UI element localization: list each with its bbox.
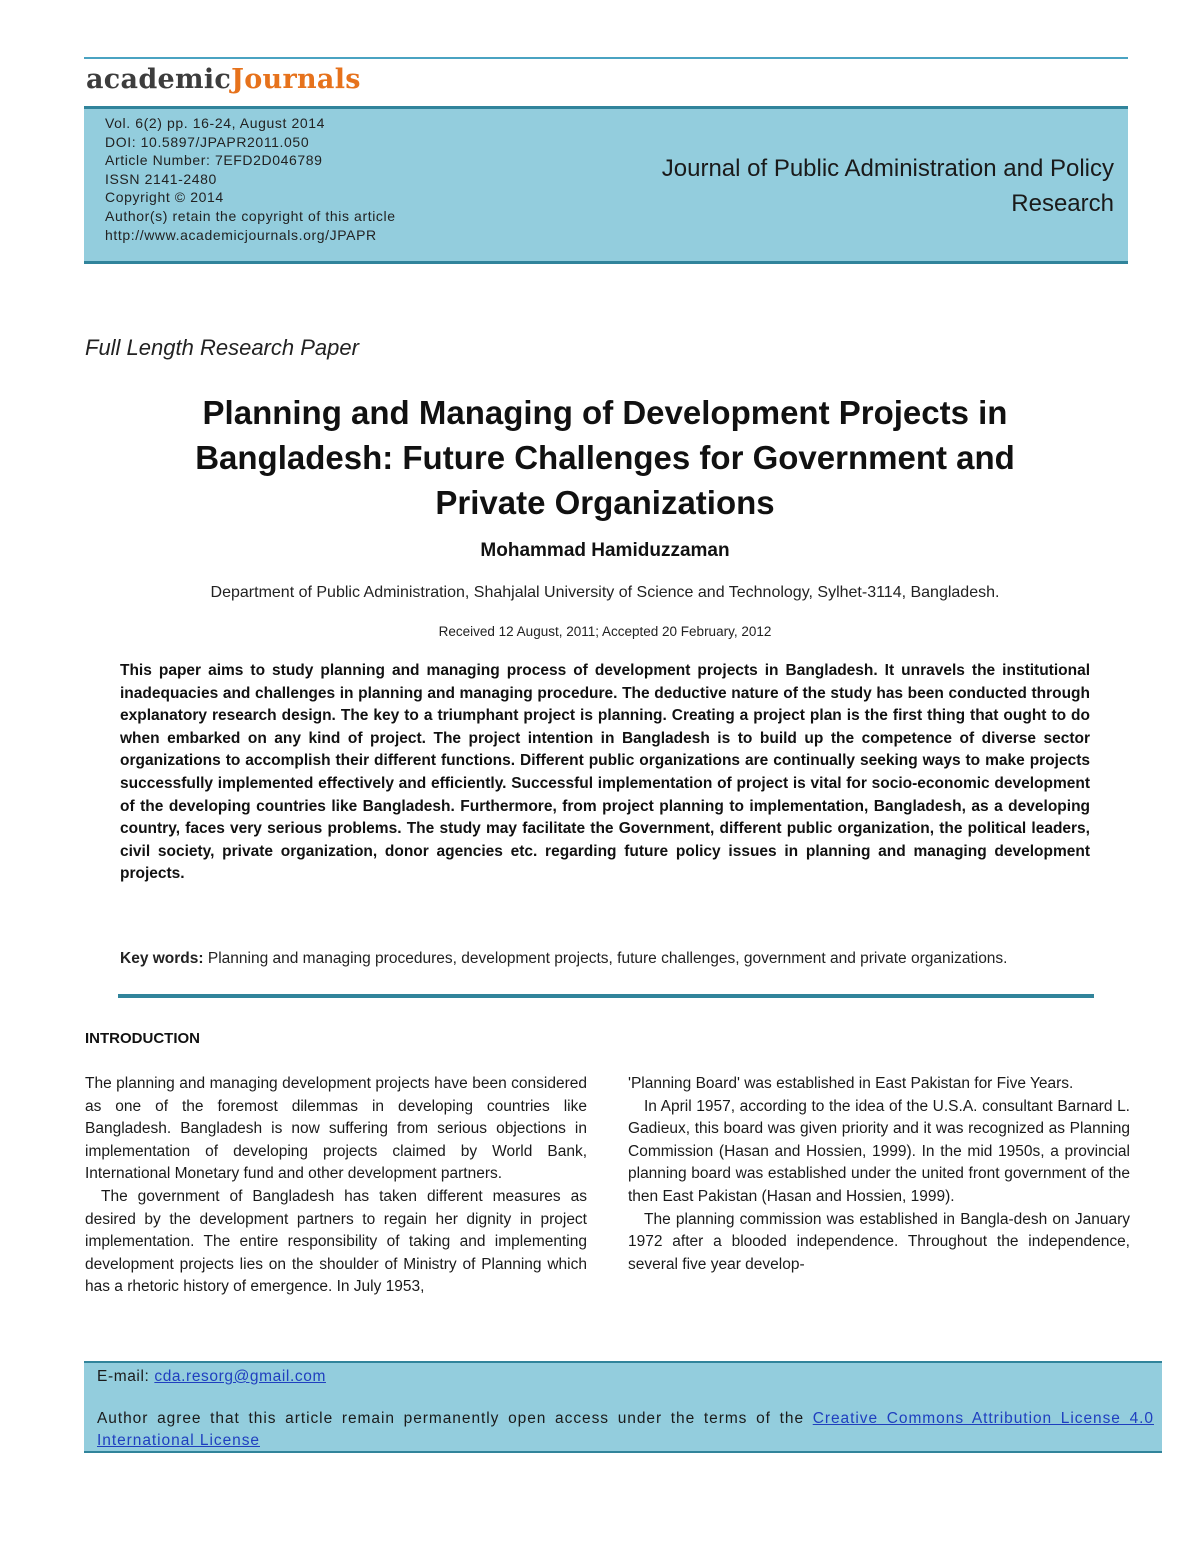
paragraph: In April 1957, according to the idea of the U.S.A. consultant Barnard L. Gadieux, this board was given priority and it was recognized as Planning Commission (Hasan and Hossien, 1999). In the mid 1950s, a provincial planning board was established under the united front government of the then East Pakistan (Hasan and Hossien, 1999). — [628, 1097, 1130, 1205]
license-link[interactable]: Creative Commons Attribution License 4.0 International License — [97, 1410, 1154, 1449]
meta-copyright: Copyright © 2014 — [105, 189, 224, 206]
abstract: This paper aims to study planning and managing process of development projects in Bangladesh. It unravels the institutional inadequacies and challenges in planning and managing procedure. The deductive nature of the study has been conducted through explanatory research design. The key to a triumphant project is planning. Creating a project plan is the first thing that ought to do when embarked on any kind of project. The project intention in Bangladesh is to build up the competence of diverse sector organizations to accomplish their different functions. Different public organizations are continually seeking ways to make projects successfully implemented effectively and efficiently. Successful implementation of project is vital for socio-economic development of the developing countries like Bangladesh. Furthermore, from project planning to implementation, Bangladesh, as a developing country, faces very serious problems. The study may facilitate the Government, different public organization, the political leaders, civil society, private organization, donor agencies etc. regarding future policy issues in planning and managing development projects. — [120, 662, 1090, 883]
meta-article-number: Article Number: 7EFD2D046789 — [105, 152, 323, 169]
meta-url[interactable]: http://www.academicjournals.org/JPAPR — [105, 226, 377, 243]
paper-type: Full Length Research Paper — [85, 335, 359, 360]
abstract-divider — [118, 994, 1094, 998]
journal-name-line2: Research — [1011, 190, 1114, 217]
paragraph: 'Planning Board' was established in East Pakistan for Five Years. — [628, 1075, 1074, 1092]
section-heading-introduction: INTRODUCTION — [85, 1030, 200, 1047]
journal-name-line1: Journal of Public Administration and Policy — [661, 155, 1114, 182]
email-link[interactable]: cda.resorg@gmail.com — [154, 1368, 326, 1385]
logo-text-journals: Journals — [231, 64, 361, 95]
title-line-2: Bangladesh: Future Challenges for Government and — [195, 439, 1015, 476]
journal-name — [554, 151, 1114, 221]
body-column-left — [85, 1073, 587, 1299]
body-column-right — [628, 1073, 1130, 1276]
keywords-label: Key words: — [120, 950, 204, 967]
title-line-3: Private Organizations — [435, 484, 775, 521]
author-name: Mohammad Hamiduzzaman — [480, 540, 730, 561]
meta-volume: Vol. 6(2) pp. 16-24, August 2014 — [105, 115, 326, 131]
received-dates: Received 12 August, 2011; Accepted 20 February, 2012 — [438, 624, 772, 639]
meta-issn: ISSN 2141-2480 — [105, 170, 217, 187]
paragraph: The planning and managing development projects have been considered as one of the foremost dilemmas in developing countries like Bangladesh. Bangladesh is now suffering from serious objections in implementation of developing projects claimed by World Bank, International Monetary fund and other development partners. — [85, 1075, 587, 1183]
paper-title — [100, 390, 1110, 525]
title-line-1: Planning and Managing of Development Projects in — [202, 394, 1008, 431]
journal-logo — [86, 64, 361, 95]
paragraph: The planning commission was established in Bangla-desh on January 1972 after a blooded independence. Throughout the independence, several five year develop- — [628, 1210, 1130, 1273]
email-label: E-mail: — [97, 1368, 150, 1385]
meta-doi: DOI: 10.5897/JPAPR2011.050 — [105, 133, 310, 150]
footer-license — [97, 1408, 1154, 1452]
logo-text-academic: academic — [86, 64, 232, 95]
footer-email — [97, 1368, 326, 1386]
author-affiliation: Department of Public Administration, Shahjalal University of Science and Technology, Sylhet-3114, Bangladesh. — [210, 584, 1000, 601]
license-text: Author agree that this article remain permanently open access under the terms of the — [97, 1410, 805, 1427]
keywords — [120, 948, 1090, 970]
journal-meta — [105, 114, 396, 244]
meta-rights: Author(s) retain the copyright of this article — [105, 207, 396, 224]
paragraph: The government of Bangladesh has taken different measures as desired by the development partners to regain her dignity in project implementation. The entire responsibility of taking and implementing development projects lies on the shoulder of Ministry of Planning which has a rhetoric history of emergence. In July 1953, — [85, 1187, 587, 1296]
top-rule — [84, 57, 1128, 59]
keywords-text: Planning and managing procedures, development projects, future challenges, government and private organizations. — [207, 950, 1008, 967]
